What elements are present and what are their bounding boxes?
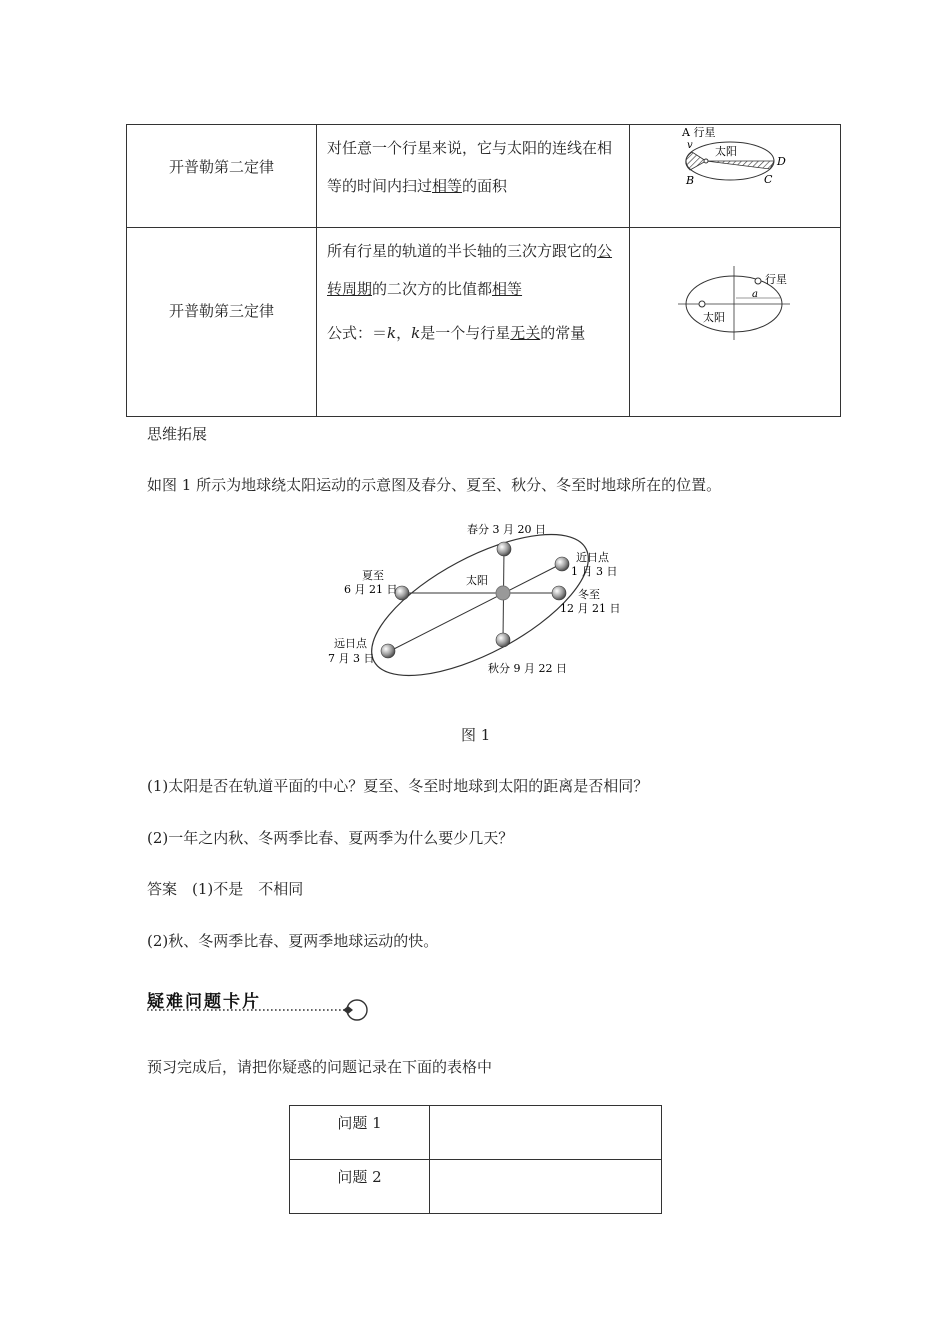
blank-answer: 无关 [510,324,541,342]
label-sun: 太阳 [703,311,725,324]
answer-1: 答案 (1)不是 不相同 [147,880,304,898]
label-planet: 行星 [765,273,787,286]
law-figure-cell [630,125,841,228]
law-name: 开普勒第三定律 [168,302,274,320]
blank-answer: 公转周期 [327,242,613,298]
label-aphelion-date: 7 月 3 日 [328,652,375,665]
label-v: v [687,140,693,151]
earth-orbit-diagram [320,518,630,683]
section-title: 思维拓展 [147,425,208,443]
question-label: 问题 2 [290,1160,430,1214]
label-c: C [764,173,773,186]
law-row-third [127,228,841,417]
label-sun: 太阳 [466,574,488,587]
area-law-diagram [630,125,840,228]
law-row-second [127,125,841,228]
period-law-diagram [630,228,840,417]
question-answer-cell[interactable] [430,1160,662,1214]
label-a: a [752,289,758,300]
label-sun: 太阳 [715,145,737,158]
label-aphelion: 远日点 [334,637,367,650]
question-2: (2)一年之内秋、冬两季比春、夏两季为什么要少几天？ [147,829,514,847]
label-winter-solstice: 冬至 [578,588,600,601]
question-row [290,1160,662,1214]
question-answer-cell[interactable] [430,1106,662,1160]
intro-paragraph: 如图 1 所示为地球绕太阳运动的示意图及春分、夏至、秋分、冬至时地球所在的位置。 [147,476,722,494]
question-1: (1)太阳是否在轨道平面的中心？夏至、冬至时地球到太阳的距离是否相同？ [147,777,649,795]
label-summer-solstice: 夏至 [362,569,384,582]
question-label: 问题 1 [290,1106,430,1160]
label-b: B [686,174,695,187]
law-figure-cell [630,228,841,417]
figure-caption: 图 1 [461,726,491,744]
label-autumn-equinox: 秋分 9 月 22 日 [488,662,567,675]
label-spring-equinox: 春分 3 月 20 日 [467,523,546,536]
law-description [317,125,630,228]
law-statement: 所有行星的轨道的半长轴的三次方跟它的公转周期的二次方的比值都相等 [327,242,613,298]
blank-answer: 相等 [492,280,523,298]
instruction: 预习完成后，请把你疑惑的问题记录在下面的表格中 [147,1058,493,1076]
label-d: D [777,155,786,168]
blank-answer: 相等 [432,177,463,195]
card-title: 疑难问题卡片 [147,992,261,1012]
label-planet: A 行星 [682,126,716,139]
label-perihelion: 近日点 [576,551,609,564]
label-summer-date: 6 月 21 日 [344,583,398,596]
law-formula: 公式：＝k，k是一个与行星无关的常量 [327,324,586,342]
label-winter-date: 12 月 21 日 [560,602,621,615]
law-name-cell [127,228,317,417]
law-text: 的面积 [462,177,508,195]
law-name: 开普勒第二定律 [168,158,274,176]
law-text: 对任意一个行星来说，它与太阳的连线在相等的时间内扫过 [327,139,613,195]
kepler-laws-table [126,124,841,417]
label-perihelion-date: 1 月 3 日 [571,565,618,578]
answer-2: (2)秋、冬两季比春、夏两季地球运动的快。 [147,932,439,950]
law-name-cell [127,125,317,228]
question-row [290,1106,662,1160]
question-table [289,1105,662,1214]
card-title-decoration [145,996,375,1024]
law-description [317,228,630,417]
